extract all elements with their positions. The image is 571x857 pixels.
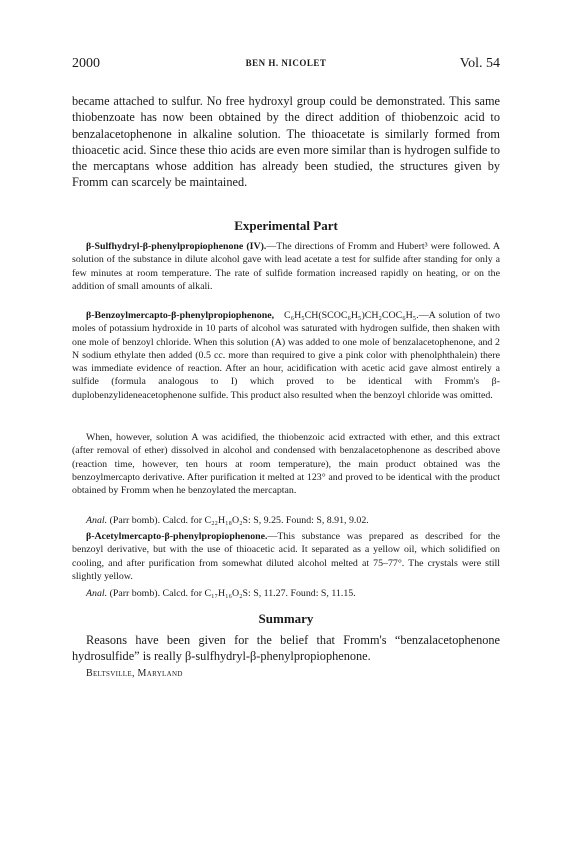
analysis-label: Anal. <box>86 588 108 599</box>
volume-number: Vol. 54 <box>459 56 500 71</box>
paragraph-text: When, however, solution A was acidified, the thiobenzoic acid extracted with ether, and this extract (after removal of ether) dissolved in alcohol and condensed with benzalacetophenone as described above (reaction time, however, ten hours at room temperature), the main product obtained was the benzoylmercapto derivative. After purification it melted at 123° and proved to be identical with the product obtained by Fromm when he benzoylated the mercaptan. <box>72 432 500 496</box>
analysis-text: (Parr bomb). Calcd. for C₁₇H₁₆O₂S: S, 11.27. Found: S, 11.15. <box>109 588 356 599</box>
author-header: BEN H. NICOLET <box>245 58 327 68</box>
experimental-paragraph-1 <box>72 240 500 293</box>
experimental-paragraph-2 <box>72 309 500 402</box>
summary-heading: Summary <box>258 611 314 626</box>
compound-title: β-Acetylmercapto-β-phenylpropiophenone. <box>86 531 268 542</box>
analysis-label: Anal. <box>86 515 108 526</box>
page-number: 2000 <box>72 56 100 71</box>
experimental-paragraph-3 <box>72 431 500 497</box>
location: Beltsville, Maryland <box>86 668 183 679</box>
paragraph-text: —A solution of two moles of potassium hydroxide in 10 parts of alcohol was saturated with hydrogen sulfide, then shaken with one mole of benzoyl chloride. When this solution (A) was added to one mole of benzalacetophenone, and 2 N sodium ethylate then added (0.5 cc. more than required to give a pink color with phenolphthalein) there was immediate evidence of reaction. After an hour, acidification with acetic acid gave almost entirely a sulfide (formula analogous to I) which proved to be identical with Fromm's β-duplobenzylideneacetophenone sulfide. This product also resulted when the benzoyl chloride was omitted. <box>72 310 501 401</box>
compound-formula: C₆H₅CH(SCOC₆H₅)CH₂COC₆H₅. <box>284 310 419 321</box>
compound-title: β-Sulfhydryl-β-phenylpropiophenone (IV). <box>86 241 267 252</box>
intro-paragraph: became attached to sulfur. No free hydroxyl group could be demonstrated. This same thiobenzoate has now been obtained by the direct addition of thiobenzoic acid to benzalacetophenone in alkaline solution. The thioacetate is similarly formed from thioacetic acid. Since these thio acids are even more similar than is hydrogen sulfide to the mercaptans whose addition has already been studied, the structures given by Fromm can scarcely be maintained. <box>72 94 500 190</box>
experimental-paragraph-5 <box>72 530 500 583</box>
analysis-text: (Parr bomb). Calcd. for C₂₂H₁₈O₂S: S, 9.25. Found: S, 8.91, 9.02. <box>109 515 369 526</box>
summary-paragraph: Reasons have been given for the belief that Fromm's “benzalacetophenone hydrosulfide” is really β-sulfhydryl-β-phenylpropiophenone. <box>72 633 500 664</box>
compound-title: β-Benzoylmercapto-β-phenylpropiophenone, <box>86 310 275 321</box>
paragraph-text: —This substance was prepared as described for the benzoyl derivative, but with the use of thioacetic acid. It separated as a yellow oil, which solidified on cooling, and after purification from somewhat diluted alcohol melted at 75–77°. The crystals were still slightly yellow. <box>72 531 500 582</box>
location-line <box>86 667 386 680</box>
paragraph-text: —The directions of Fromm and Hubert³ were followed. A solution of the substance in dilute alcohol gave with lead acetate a test for sulfide after standing for only a few minutes at room temperature. The rate of sulfide formation increased rapidly on heating, or on the addition of small amounts of alkali. <box>72 241 500 292</box>
running-header <box>72 56 500 76</box>
analysis-line-1 <box>72 514 500 527</box>
analysis-line-2 <box>72 587 500 600</box>
experimental-heading: Experimental Part <box>234 218 338 233</box>
